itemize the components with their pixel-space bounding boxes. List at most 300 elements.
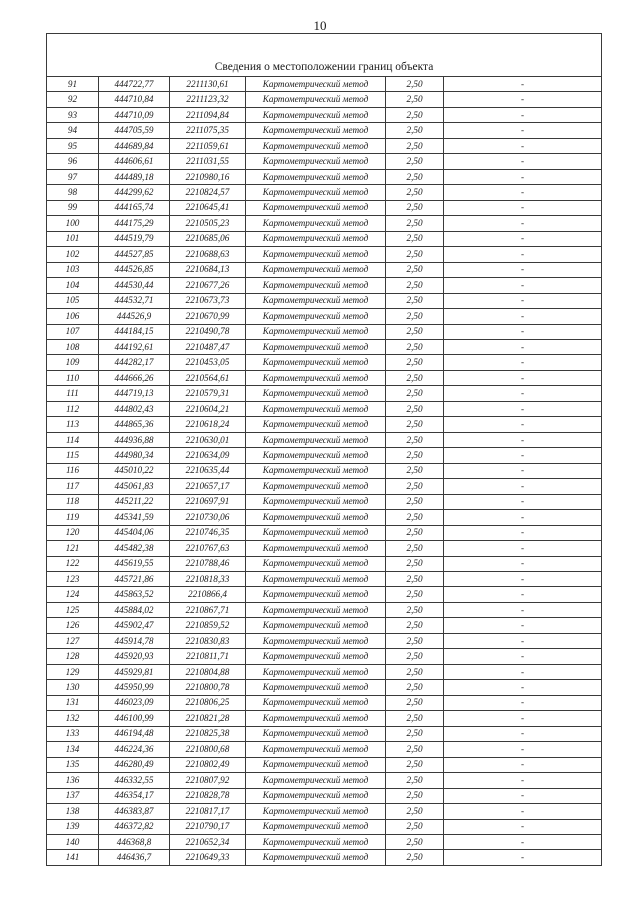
point-number-cell: 133 xyxy=(47,726,99,741)
precision-cell: 2,50 xyxy=(386,309,444,324)
description-cell: - xyxy=(444,757,602,772)
table-row xyxy=(47,339,602,354)
precision-cell: 2,50 xyxy=(386,278,444,293)
y-coordinate-cell: 2210866,4 xyxy=(170,587,246,602)
description-cell: - xyxy=(444,695,602,710)
point-number-cell: 124 xyxy=(47,587,99,602)
method-cell: Картометрический метод xyxy=(246,278,386,293)
method-cell: Картометрический метод xyxy=(246,680,386,695)
table-row xyxy=(47,804,602,819)
point-number-cell: 120 xyxy=(47,525,99,540)
method-cell: Картометрический метод xyxy=(246,386,386,401)
method-cell: Картометрический метод xyxy=(246,355,386,370)
description-cell: - xyxy=(444,525,602,540)
description-cell: - xyxy=(444,587,602,602)
precision-cell: 2,50 xyxy=(386,711,444,726)
description-cell: - xyxy=(444,633,602,648)
precision-cell: 2,50 xyxy=(386,262,444,277)
table-row xyxy=(47,726,602,741)
method-cell: Картометрический метод xyxy=(246,850,386,865)
method-cell: Картометрический метод xyxy=(246,819,386,834)
x-coordinate-cell: 444532,71 xyxy=(99,293,170,308)
precision-cell: 2,50 xyxy=(386,185,444,200)
description-cell: - xyxy=(444,602,602,617)
point-number-cell: 98 xyxy=(47,185,99,200)
method-cell: Картометрический метод xyxy=(246,293,386,308)
precision-cell: 2,50 xyxy=(386,757,444,772)
point-number-cell: 95 xyxy=(47,138,99,153)
x-coordinate-cell: 444980,34 xyxy=(99,448,170,463)
method-cell: Картометрический метод xyxy=(246,788,386,803)
method-cell: Картометрический метод xyxy=(246,757,386,772)
x-coordinate-cell: 444165,74 xyxy=(99,200,170,215)
table-row xyxy=(47,618,602,633)
y-coordinate-cell: 2210800,78 xyxy=(170,680,246,695)
description-cell: - xyxy=(444,834,602,849)
y-coordinate-cell: 2210730,06 xyxy=(170,510,246,525)
description-cell: - xyxy=(444,711,602,726)
x-coordinate-cell: 444722,77 xyxy=(99,77,170,92)
point-number-cell: 103 xyxy=(47,262,99,277)
precision-cell: 2,50 xyxy=(386,231,444,246)
y-coordinate-cell: 2210790,17 xyxy=(170,819,246,834)
table-row xyxy=(47,479,602,494)
y-coordinate-cell: 2210634,09 xyxy=(170,448,246,463)
method-cell: Картометрический метод xyxy=(246,324,386,339)
description-cell: - xyxy=(444,432,602,447)
point-number-cell: 92 xyxy=(47,92,99,107)
x-coordinate-cell: 445902,47 xyxy=(99,618,170,633)
description-cell: - xyxy=(444,773,602,788)
x-coordinate-cell: 444299,62 xyxy=(99,185,170,200)
table-row xyxy=(47,92,602,107)
x-coordinate-cell: 445920,93 xyxy=(99,649,170,664)
table-row xyxy=(47,123,602,138)
x-coordinate-cell: 446023,09 xyxy=(99,695,170,710)
point-number-cell: 96 xyxy=(47,154,99,169)
y-coordinate-cell: 2210821,28 xyxy=(170,711,246,726)
y-coordinate-cell: 2210859,52 xyxy=(170,618,246,633)
y-coordinate-cell: 2210487,47 xyxy=(170,339,246,354)
method-cell: Картометрический метод xyxy=(246,77,386,92)
y-coordinate-cell: 2210657,17 xyxy=(170,479,246,494)
table-row xyxy=(47,309,602,324)
y-coordinate-cell: 2211130,61 xyxy=(170,77,246,92)
description-cell: - xyxy=(444,185,602,200)
method-cell: Картометрический метод xyxy=(246,463,386,478)
x-coordinate-cell: 446436,7 xyxy=(99,850,170,865)
y-coordinate-cell: 2210652,34 xyxy=(170,834,246,849)
precision-cell: 2,50 xyxy=(386,788,444,803)
precision-cell: 2,50 xyxy=(386,850,444,865)
y-coordinate-cell: 2211094,84 xyxy=(170,107,246,122)
description-cell: - xyxy=(444,664,602,679)
x-coordinate-cell: 446194,48 xyxy=(99,726,170,741)
precision-cell: 2,50 xyxy=(386,401,444,416)
method-cell: Картометрический метод xyxy=(246,107,386,122)
description-cell: - xyxy=(444,324,602,339)
y-coordinate-cell: 2210618,24 xyxy=(170,417,246,432)
point-number-cell: 129 xyxy=(47,664,99,679)
description-cell: - xyxy=(444,479,602,494)
method-cell: Картометрический метод xyxy=(246,169,386,184)
method-cell: Картометрический метод xyxy=(246,572,386,587)
precision-cell: 2,50 xyxy=(386,633,444,648)
y-coordinate-cell: 2210670,99 xyxy=(170,309,246,324)
x-coordinate-cell: 446372,82 xyxy=(99,819,170,834)
precision-cell: 2,50 xyxy=(386,804,444,819)
y-coordinate-cell: 2210828,78 xyxy=(170,788,246,803)
description-cell: - xyxy=(444,247,602,262)
description-cell: - xyxy=(444,309,602,324)
x-coordinate-cell: 446100,99 xyxy=(99,711,170,726)
table-row xyxy=(47,77,602,92)
description-cell: - xyxy=(444,231,602,246)
y-coordinate-cell: 2210802,49 xyxy=(170,757,246,772)
precision-cell: 2,50 xyxy=(386,417,444,432)
description-cell: - xyxy=(444,216,602,231)
precision-cell: 2,50 xyxy=(386,541,444,556)
precision-cell: 2,50 xyxy=(386,695,444,710)
description-cell: - xyxy=(444,556,602,571)
precision-cell: 2,50 xyxy=(386,247,444,262)
y-coordinate-cell: 2211059,61 xyxy=(170,138,246,153)
x-coordinate-cell: 445884,02 xyxy=(99,602,170,617)
x-coordinate-cell: 446368,8 xyxy=(99,834,170,849)
precision-cell: 2,50 xyxy=(386,324,444,339)
description-cell: - xyxy=(444,154,602,169)
table-row xyxy=(47,448,602,463)
x-coordinate-cell: 444192,61 xyxy=(99,339,170,354)
description-cell: - xyxy=(444,572,602,587)
point-number-cell: 94 xyxy=(47,123,99,138)
method-cell: Картометрический метод xyxy=(246,479,386,494)
table-row xyxy=(47,324,602,339)
table-row xyxy=(47,401,602,416)
y-coordinate-cell: 2210564,61 xyxy=(170,370,246,385)
x-coordinate-cell: 444802,43 xyxy=(99,401,170,416)
y-coordinate-cell: 2210800,68 xyxy=(170,742,246,757)
point-number-cell: 102 xyxy=(47,247,99,262)
point-number-cell: 127 xyxy=(47,633,99,648)
point-number-cell: 128 xyxy=(47,649,99,664)
description-cell: - xyxy=(444,417,602,432)
table-row xyxy=(47,169,602,184)
x-coordinate-cell: 445721,86 xyxy=(99,572,170,587)
x-coordinate-cell: 444705,59 xyxy=(99,123,170,138)
table-row xyxy=(47,757,602,772)
x-coordinate-cell: 445061,83 xyxy=(99,479,170,494)
x-coordinate-cell: 444710,84 xyxy=(99,92,170,107)
point-number-cell: 126 xyxy=(47,618,99,633)
description-cell: - xyxy=(444,850,602,865)
point-number-cell: 116 xyxy=(47,463,99,478)
description-cell: - xyxy=(444,819,602,834)
y-coordinate-cell: 2210677,26 xyxy=(170,278,246,293)
table-row xyxy=(47,417,602,432)
y-coordinate-cell: 2210579,31 xyxy=(170,386,246,401)
method-cell: Картометрический метод xyxy=(246,123,386,138)
y-coordinate-cell: 2210867,71 xyxy=(170,602,246,617)
method-cell: Картометрический метод xyxy=(246,649,386,664)
method-cell: Картометрический метод xyxy=(246,587,386,602)
point-number-cell: 141 xyxy=(47,850,99,865)
method-cell: Картометрический метод xyxy=(246,417,386,432)
point-number-cell: 93 xyxy=(47,107,99,122)
description-cell: - xyxy=(444,742,602,757)
x-coordinate-cell: 444719,13 xyxy=(99,386,170,401)
description-cell: - xyxy=(444,401,602,416)
y-coordinate-cell: 2210649,33 xyxy=(170,850,246,865)
y-coordinate-cell: 2210824,57 xyxy=(170,185,246,200)
precision-cell: 2,50 xyxy=(386,773,444,788)
description-cell: - xyxy=(444,541,602,556)
description-cell: - xyxy=(444,448,602,463)
table-row xyxy=(47,664,602,679)
precision-cell: 2,50 xyxy=(386,742,444,757)
x-coordinate-cell: 445341,59 xyxy=(99,510,170,525)
method-cell: Картометрический метод xyxy=(246,602,386,617)
method-cell: Картометрический метод xyxy=(246,370,386,385)
y-coordinate-cell: 2210830,83 xyxy=(170,633,246,648)
x-coordinate-cell: 445929,81 xyxy=(99,664,170,679)
table-row xyxy=(47,138,602,153)
point-number-cell: 117 xyxy=(47,479,99,494)
x-coordinate-cell: 445404,06 xyxy=(99,525,170,540)
point-number-cell: 91 xyxy=(47,77,99,92)
y-coordinate-cell: 2210673,73 xyxy=(170,293,246,308)
table-row xyxy=(47,510,602,525)
method-cell: Картометрический метод xyxy=(246,525,386,540)
x-coordinate-cell: 444606,61 xyxy=(99,154,170,169)
description-cell: - xyxy=(444,680,602,695)
precision-cell: 2,50 xyxy=(386,448,444,463)
x-coordinate-cell: 444689,84 xyxy=(99,138,170,153)
method-cell: Картометрический метод xyxy=(246,695,386,710)
method-cell: Картометрический метод xyxy=(246,711,386,726)
x-coordinate-cell: 444184,15 xyxy=(99,324,170,339)
description-cell: - xyxy=(444,510,602,525)
y-coordinate-cell: 2210811,71 xyxy=(170,649,246,664)
method-cell: Картометрический метод xyxy=(246,541,386,556)
y-coordinate-cell: 2210767,63 xyxy=(170,541,246,556)
method-cell: Картометрический метод xyxy=(246,804,386,819)
x-coordinate-cell: 444489,18 xyxy=(99,169,170,184)
section-caption-row xyxy=(47,58,602,77)
table-row xyxy=(47,262,602,277)
method-cell: Картометрический метод xyxy=(246,664,386,679)
point-number-cell: 136 xyxy=(47,773,99,788)
table-row xyxy=(47,788,602,803)
description-cell: - xyxy=(444,370,602,385)
point-number-cell: 108 xyxy=(47,339,99,354)
description-cell: - xyxy=(444,386,602,401)
x-coordinate-cell: 445619,55 xyxy=(99,556,170,571)
precision-cell: 2,50 xyxy=(386,107,444,122)
y-coordinate-cell: 2210453,05 xyxy=(170,355,246,370)
precision-cell: 2,50 xyxy=(386,77,444,92)
point-number-cell: 106 xyxy=(47,309,99,324)
y-coordinate-cell: 2210806,25 xyxy=(170,695,246,710)
point-number-cell: 113 xyxy=(47,417,99,432)
method-cell: Картометрический метод xyxy=(246,262,386,277)
method-cell: Картометрический метод xyxy=(246,138,386,153)
method-cell: Картометрический метод xyxy=(246,154,386,169)
point-number-cell: 135 xyxy=(47,757,99,772)
y-coordinate-cell: 2210825,38 xyxy=(170,726,246,741)
table-row xyxy=(47,107,602,122)
table-row xyxy=(47,154,602,169)
description-cell: - xyxy=(444,123,602,138)
y-coordinate-cell: 2210685,06 xyxy=(170,231,246,246)
method-cell: Картометрический метод xyxy=(246,618,386,633)
x-coordinate-cell: 444530,44 xyxy=(99,278,170,293)
precision-cell: 2,50 xyxy=(386,572,444,587)
y-coordinate-cell: 2210688,63 xyxy=(170,247,246,262)
point-number-cell: 114 xyxy=(47,432,99,447)
precision-cell: 2,50 xyxy=(386,92,444,107)
table-row xyxy=(47,587,602,602)
description-cell: - xyxy=(444,92,602,107)
point-number-cell: 131 xyxy=(47,695,99,710)
point-number-cell: 111 xyxy=(47,386,99,401)
precision-cell: 2,50 xyxy=(386,339,444,354)
y-coordinate-cell: 2210980,16 xyxy=(170,169,246,184)
x-coordinate-cell: 444710,09 xyxy=(99,107,170,122)
precision-cell: 2,50 xyxy=(386,834,444,849)
description-cell: - xyxy=(444,726,602,741)
x-coordinate-cell: 446280,49 xyxy=(99,757,170,772)
x-coordinate-cell: 444666,26 xyxy=(99,370,170,385)
y-coordinate-cell: 2211123,32 xyxy=(170,92,246,107)
table-row xyxy=(47,200,602,215)
table-header-spacer xyxy=(47,34,602,59)
y-coordinate-cell: 2210645,41 xyxy=(170,200,246,215)
method-cell: Картометрический метод xyxy=(246,247,386,262)
x-coordinate-cell: 444526,85 xyxy=(99,262,170,277)
precision-cell: 2,50 xyxy=(386,370,444,385)
table-row xyxy=(47,247,602,262)
table-row xyxy=(47,834,602,849)
y-coordinate-cell: 2210604,21 xyxy=(170,401,246,416)
boundary-coordinates-table xyxy=(46,33,602,866)
x-coordinate-cell: 445950,99 xyxy=(99,680,170,695)
precision-cell: 2,50 xyxy=(386,216,444,231)
precision-cell: 2,50 xyxy=(386,386,444,401)
point-number-cell: 112 xyxy=(47,401,99,416)
precision-cell: 2,50 xyxy=(386,432,444,447)
description-cell: - xyxy=(444,618,602,633)
point-number-cell: 101 xyxy=(47,231,99,246)
y-coordinate-cell: 2210630,01 xyxy=(170,432,246,447)
method-cell: Картометрический метод xyxy=(246,216,386,231)
x-coordinate-cell: 445482,38 xyxy=(99,541,170,556)
table-row xyxy=(47,278,602,293)
method-cell: Картометрический метод xyxy=(246,448,386,463)
description-cell: - xyxy=(444,463,602,478)
precision-cell: 2,50 xyxy=(386,123,444,138)
precision-cell: 2,50 xyxy=(386,510,444,525)
x-coordinate-cell: 446224,36 xyxy=(99,742,170,757)
precision-cell: 2,50 xyxy=(386,664,444,679)
point-number-cell: 122 xyxy=(47,556,99,571)
table-row xyxy=(47,695,602,710)
method-cell: Картометрический метод xyxy=(246,339,386,354)
method-cell: Картометрический метод xyxy=(246,309,386,324)
table-row xyxy=(47,633,602,648)
table-row xyxy=(47,432,602,447)
precision-cell: 2,50 xyxy=(386,587,444,602)
point-number-cell: 132 xyxy=(47,711,99,726)
description-cell: - xyxy=(444,138,602,153)
description-cell: - xyxy=(444,494,602,509)
description-cell: - xyxy=(444,262,602,277)
header-spacer-cell xyxy=(47,34,602,59)
description-cell: - xyxy=(444,649,602,664)
table-row xyxy=(47,293,602,308)
y-coordinate-cell: 2210804,88 xyxy=(170,664,246,679)
table-row xyxy=(47,572,602,587)
y-coordinate-cell: 2210807,92 xyxy=(170,773,246,788)
y-coordinate-cell: 2210505,23 xyxy=(170,216,246,231)
description-cell: - xyxy=(444,169,602,184)
method-cell: Картометрический метод xyxy=(246,726,386,741)
precision-cell: 2,50 xyxy=(386,525,444,540)
point-number-cell: 110 xyxy=(47,370,99,385)
point-number-cell: 119 xyxy=(47,510,99,525)
precision-cell: 2,50 xyxy=(386,726,444,741)
precision-cell: 2,50 xyxy=(386,169,444,184)
x-coordinate-cell: 444936,88 xyxy=(99,432,170,447)
description-cell: - xyxy=(444,293,602,308)
precision-cell: 2,50 xyxy=(386,602,444,617)
point-number-cell: 138 xyxy=(47,804,99,819)
table-row xyxy=(47,231,602,246)
method-cell: Картометрический метод xyxy=(246,834,386,849)
table-row xyxy=(47,541,602,556)
y-coordinate-cell: 2210788,46 xyxy=(170,556,246,571)
precision-cell: 2,50 xyxy=(386,618,444,633)
method-cell: Картометрический метод xyxy=(246,742,386,757)
point-number-cell: 125 xyxy=(47,602,99,617)
table-row xyxy=(47,463,602,478)
description-cell: - xyxy=(444,355,602,370)
x-coordinate-cell: 444527,85 xyxy=(99,247,170,262)
table-row xyxy=(47,185,602,200)
method-cell: Картометрический метод xyxy=(246,633,386,648)
y-coordinate-cell: 2210746,35 xyxy=(170,525,246,540)
y-coordinate-cell: 2210635,44 xyxy=(170,463,246,478)
x-coordinate-cell: 444519,79 xyxy=(99,231,170,246)
precision-cell: 2,50 xyxy=(386,154,444,169)
method-cell: Картометрический метод xyxy=(246,401,386,416)
table-row xyxy=(47,649,602,664)
point-number-cell: 130 xyxy=(47,680,99,695)
precision-cell: 2,50 xyxy=(386,556,444,571)
x-coordinate-cell: 444865,36 xyxy=(99,417,170,432)
precision-cell: 2,50 xyxy=(386,649,444,664)
point-number-cell: 104 xyxy=(47,278,99,293)
method-cell: Картометрический метод xyxy=(246,494,386,509)
x-coordinate-cell: 446354,17 xyxy=(99,788,170,803)
y-coordinate-cell: 2210817,17 xyxy=(170,804,246,819)
precision-cell: 2,50 xyxy=(386,819,444,834)
point-number-cell: 121 xyxy=(47,541,99,556)
x-coordinate-cell: 445914,78 xyxy=(99,633,170,648)
method-cell: Картометрический метод xyxy=(246,773,386,788)
table-row xyxy=(47,556,602,571)
x-coordinate-cell: 446332,55 xyxy=(99,773,170,788)
